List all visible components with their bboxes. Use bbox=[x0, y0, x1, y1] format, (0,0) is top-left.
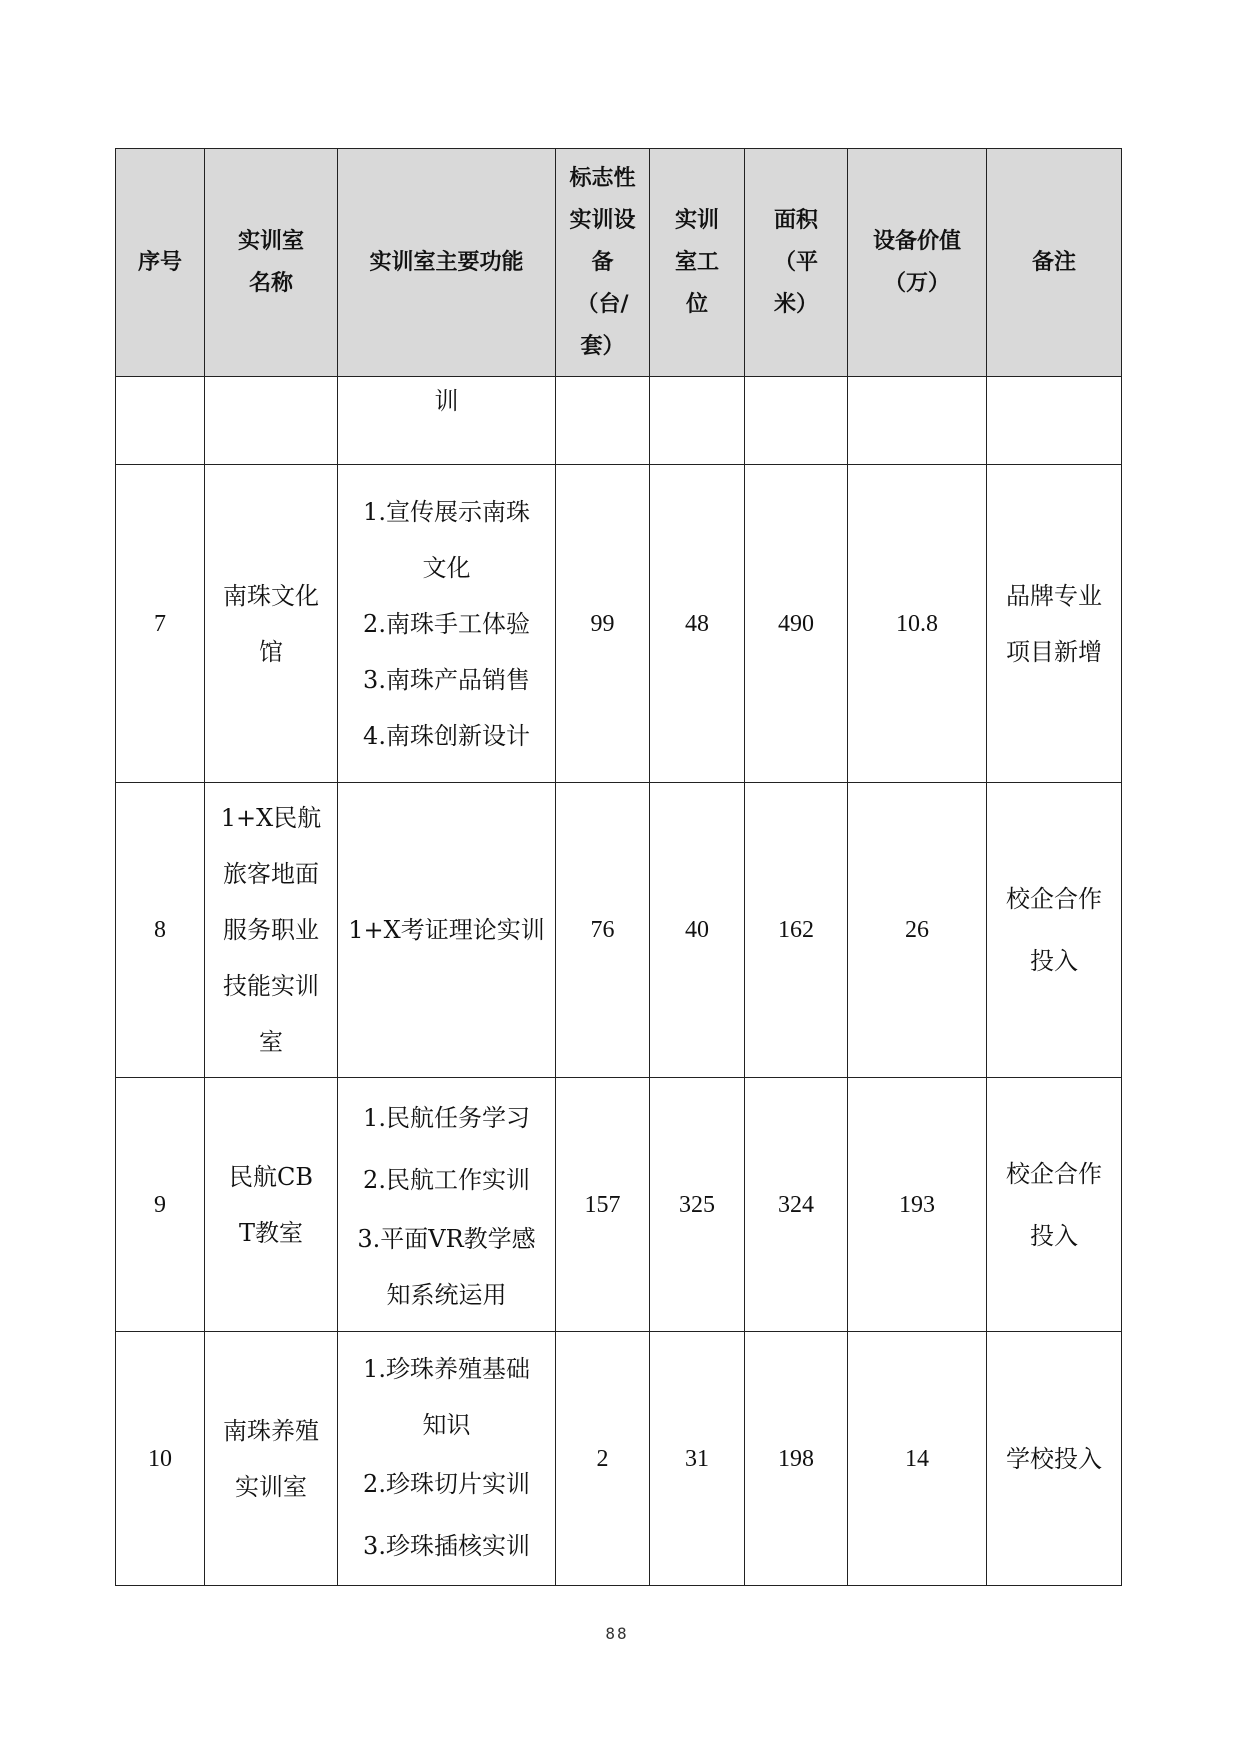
table-row bbox=[116, 1332, 1122, 1586]
cell-stations: 325 bbox=[650, 1078, 745, 1332]
cell-name: 1+X民航旅客地面服务职业技能实训室 bbox=[205, 783, 338, 1078]
function-item: 3.珍珠插核实训 bbox=[363, 1531, 530, 1560]
cell-area: 324 bbox=[745, 1078, 848, 1332]
cell-area: 162 bbox=[745, 783, 848, 1078]
header-value: 设备价值（万） bbox=[848, 149, 987, 377]
function-item: 1+X考证理论实训 bbox=[348, 916, 545, 944]
cell-function-continuation: 训 bbox=[338, 377, 556, 465]
cell-devices: 157 bbox=[556, 1078, 650, 1332]
cell-remark: 校企合作投入 bbox=[987, 1078, 1122, 1332]
cell-functions bbox=[338, 1078, 556, 1332]
cell-index: 10 bbox=[116, 1332, 205, 1586]
cell-name: 南珠文化馆 bbox=[205, 465, 338, 783]
cell-stations: 40 bbox=[650, 783, 745, 1078]
cell-remark: 学校投入 bbox=[987, 1332, 1122, 1586]
cell-functions bbox=[338, 1332, 556, 1586]
cell-empty bbox=[205, 377, 338, 465]
table-header-row bbox=[116, 149, 1122, 377]
function-item: 2.南珠手工体验 bbox=[363, 609, 530, 638]
function-item: 1.宣传展示南珠文化 bbox=[363, 497, 530, 582]
header-devices: 标志性实训设备（台/套） bbox=[556, 149, 650, 377]
table-row-continuation bbox=[116, 377, 1122, 465]
cell-empty bbox=[745, 377, 848, 465]
cell-empty bbox=[116, 377, 205, 465]
table-row bbox=[116, 1078, 1122, 1332]
cell-index: 9 bbox=[116, 1078, 205, 1332]
table-row bbox=[116, 783, 1122, 1078]
header-area: 面积（平米） bbox=[745, 149, 848, 377]
cell-remark: 校企合作投入 bbox=[987, 783, 1122, 1078]
cell-empty bbox=[848, 377, 987, 465]
cell-value: 193 bbox=[848, 1078, 987, 1332]
function-item: 1.珍珠养殖基础知识 bbox=[363, 1354, 530, 1439]
header-remark: 备注 bbox=[987, 149, 1122, 377]
cell-devices: 76 bbox=[556, 783, 650, 1078]
function-item: 4.南珠创新设计 bbox=[363, 721, 530, 750]
header-stations: 实训室工位 bbox=[650, 149, 745, 377]
function-item: 2.民航工作实训 bbox=[363, 1165, 530, 1194]
cell-index: 8 bbox=[116, 783, 205, 1078]
function-item: 2.珍珠切片实训 bbox=[363, 1469, 530, 1498]
page-number: 88 bbox=[605, 1624, 629, 1643]
cell-functions bbox=[338, 783, 556, 1078]
cell-devices: 2 bbox=[556, 1332, 650, 1586]
cell-name: 民航CBT教室 bbox=[205, 1078, 338, 1332]
function-item: 3.南珠产品销售 bbox=[363, 665, 530, 694]
header-function: 实训室主要功能 bbox=[338, 149, 556, 377]
cell-area: 198 bbox=[745, 1332, 848, 1586]
cell-value: 10.8 bbox=[848, 465, 987, 783]
header-name: 实训室名称 bbox=[205, 149, 338, 377]
cell-empty bbox=[650, 377, 745, 465]
cell-value: 14 bbox=[848, 1332, 987, 1586]
table-row bbox=[116, 465, 1122, 783]
function-item: 3.平面VR教学感知系统运用 bbox=[357, 1224, 536, 1309]
cell-name: 南珠养殖实训室 bbox=[205, 1332, 338, 1586]
cell-index: 7 bbox=[116, 465, 205, 783]
function-item: 1.民航任务学习 bbox=[363, 1103, 530, 1132]
cell-remark: 品牌专业项目新增 bbox=[987, 465, 1122, 783]
cell-stations: 48 bbox=[650, 465, 745, 783]
cell-functions bbox=[338, 465, 556, 783]
cell-empty bbox=[556, 377, 650, 465]
cell-area: 490 bbox=[745, 465, 848, 783]
cell-stations: 31 bbox=[650, 1332, 745, 1586]
training-room-table bbox=[115, 148, 1122, 1586]
cell-devices: 99 bbox=[556, 465, 650, 783]
cell-empty bbox=[987, 377, 1122, 465]
header-index: 序号 bbox=[116, 149, 205, 377]
cell-value: 26 bbox=[848, 783, 987, 1078]
